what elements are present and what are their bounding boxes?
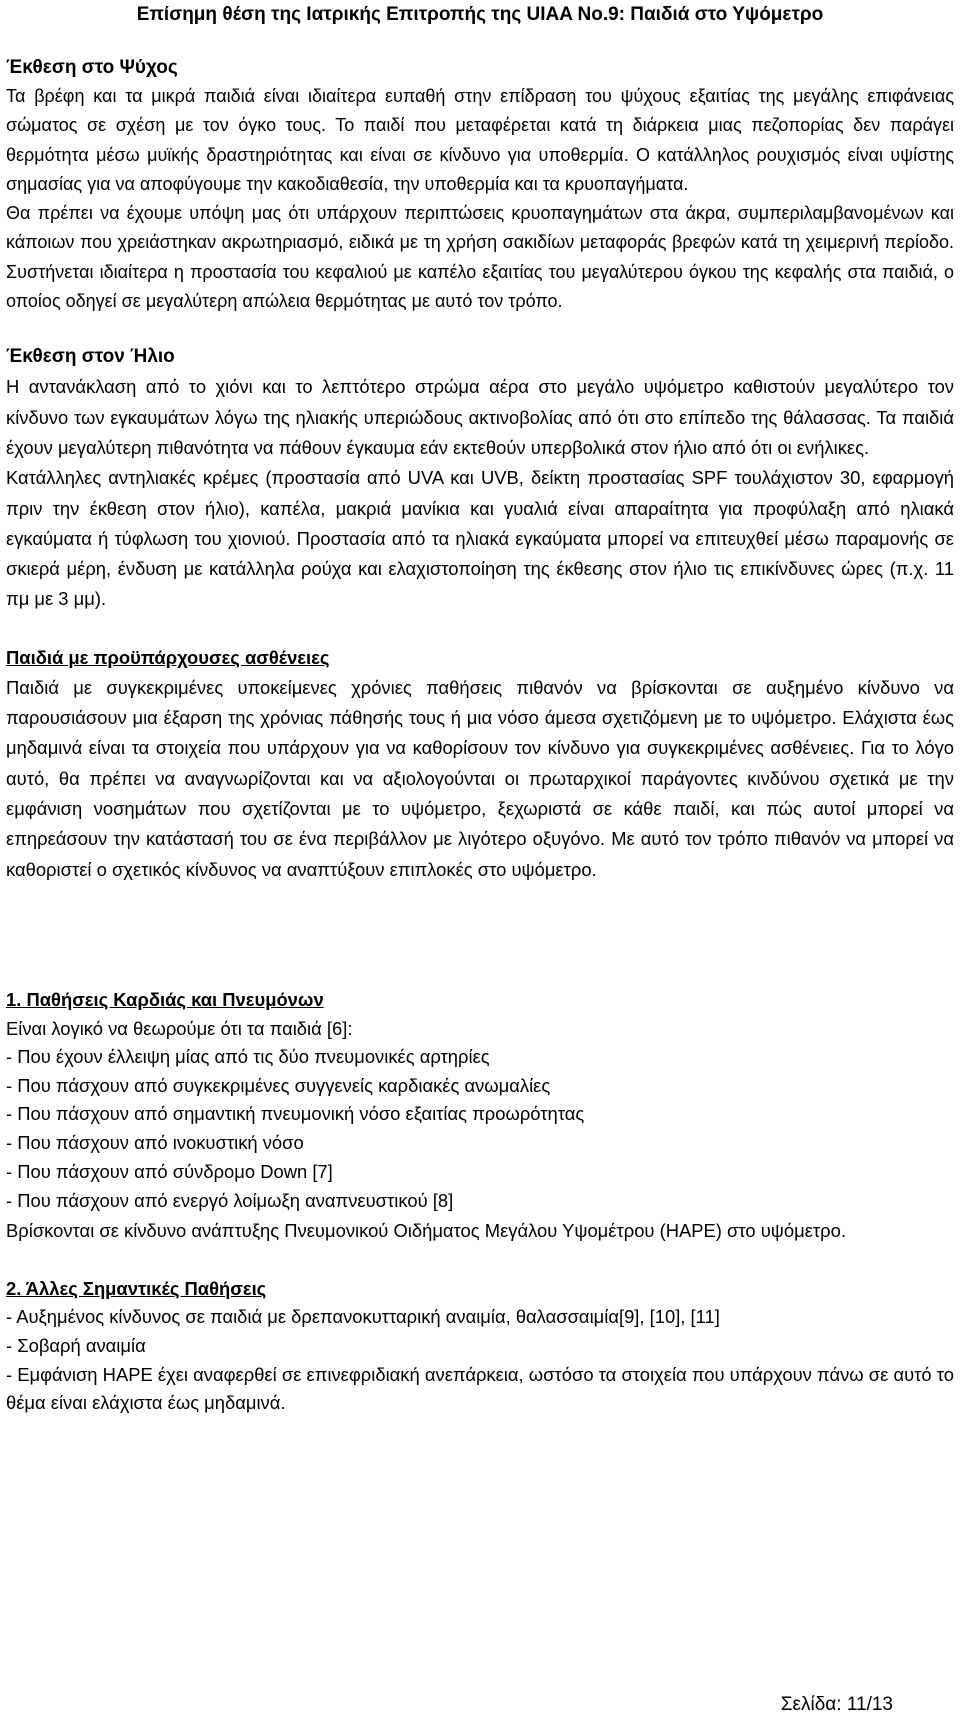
section-heading: 1. Παθήσεις Καρδιάς και Πνευμόνων: [6, 988, 324, 1010]
list-item: - Αυξημένος κίνδυνος σε παιδιά με δρεπανοκυτταρική αναιμία, θαλασσαιμία[9], [10], [11]: [6, 1305, 720, 1327]
document-body: [6, 54, 954, 1418]
section-other-conditions: [6, 1274, 954, 1418]
paragraph: Κατάλληλες αντηλιακές κρέμες (προστασία από UVA και UVB, δείκτη προστασίας SPF τουλάχιστον 30, εφαρμογή πριν την έκθεση στον ήλιο), καπέλα, μακριά μανίκια και γυαλιά είναι απαραίτητα για προφύλαξη από ηλιακά εγκαύματα ή τύφλωση του χιονιού. Προστασία από τα ηλιακά εγκαύματα μπορεί να επιτευχθεί μέσω παραμονής σε σκιερά μέρη, ένδυση με κατάλληλα ρούχα και ελαχιστοποίηση της έκθεσης στον ήλιο τις επικίνδυνες ώρες (π.χ. 11 πμ με 3 μμ).: [6, 467, 954, 610]
page-number: Σελίδα: 11/13: [780, 1694, 893, 1715]
list-intro: Είναι λογικό να θεωρούμε ότι τα παιδιά [6]:: [6, 1017, 353, 1039]
list-item: - Που πάσχουν από σημαντική πνευμονική νόσο εξαιτίας προωρότητας: [6, 1103, 585, 1125]
section-preexisting-diseases: [6, 643, 954, 885]
section-heading: Έκθεση στον Ήλιο: [6, 346, 175, 368]
page-title: Επίσημη θέση της Ιατρικής Επιτροπής της UIAA No.9: Παιδιά στο Υψόμετρο: [136, 4, 824, 25]
condition-list: [6, 1043, 954, 1216]
section-heart-lung-conditions: [6, 985, 954, 1246]
paragraph: Βρίσκονται σε κίνδυνο ανάπτυξης Πνευμονικού Οιδήματος Μεγάλου Υψομέτρου (HAPE) στο υψόμετρο.: [6, 1219, 846, 1241]
list-item: - Που πάσχουν από ενεργό λοίμωξη αναπνευστικού [8]: [6, 1189, 454, 1211]
section-sun-exposure: [6, 342, 954, 614]
paragraph: Τα βρέφη και τα μικρά παιδιά είναι ιδιαίτερα ευπαθή στην επίδραση του ψύχους εξαιτίας της μεγάλης επιφάνειας σώματος σε σχέση με τον όγκο τους. Το παιδί που μεταφέρεται κατά τη διάρκεια μιας πεζοπορίας δεν παράγει θερμότητα μέσω μυϊκής δραστηριότητας και είναι σε κίνδυνο για υποθερμία. Ο κατάλληλος ρουχισμός είναι υψίστης σημασίας για να αποφύγουμε την κακοδιαθεσία, την υποθερμία και τα κρυοπαγήματα.: [6, 86, 954, 194]
paragraph: Η αντανάκλαση από το χιόνι και το λεπτότερο στρώμα αέρα στο μεγάλο υψόμετρο καθιστούν μεγαλύτερο τον κίνδυνο των εγκαυμάτων λόγω της ηλιακής υπεριώδους ακτινοβολίας από ότι στο επίπεδο της θάλασσας. Τα παιδιά έχουν μεγαλύτερη πιθανότητα να πάθουν έγκαυμα εάν εκτεθούν υπερβολικά στον ήλιο από ότι οι ενήλικες.: [6, 376, 954, 458]
paragraph: Παιδιά με συγκεκριμένες υποκείμενες χρόνιες παθήσεις πιθανόν να βρίσκονται σε αυξημένο κίνδυνο να παρουσιάσουν μια έξαρση της χρόνιας πάθησής τους ή μια νόσο άμεσα σχετιζόμενη με το υψόμετρο. Ελάχιστα έως μηδαμινά είναι τα στοιχεία που υπάρχουν για να καθορίσουν τον κίνδυνο για συγκεκριμένες ασθένειες. Για το λόγο αυτό, θα πρέπει να αναγνωρίζονται και να αξιολογούνται οι πρωταρχικοί παράγοντες κινδύνου σχετικά με την εμφάνιση νοσημάτων που σχετίζονται με το υψόμετρο, ξεχωριστά σε κάθε παιδί, και πώς αυτοί μπορεί να επηρεάσουν την κατάστασή του σε ένα περιβάλλον με λιγότερο οξυγόνο. Με αυτό τον τρόπο πιθανόν να μπορεί να καθοριστεί ο σχετικός κίνδυνος να αναπτύξουν επιπλοκές στο υψόμετρο.: [6, 676, 954, 880]
list-item: - Που πάσχουν από σύνδρομο Down [7]: [6, 1161, 333, 1183]
section-heading: Έκθεση στο Ψύχος: [6, 57, 178, 78]
list-item: - Σοβαρή αναιμία: [6, 1334, 146, 1356]
list-item: - Που πάσχουν από ινοκυστική νόσο: [6, 1132, 304, 1154]
section-cold-exposure: [6, 54, 954, 316]
condition-list: [6, 1303, 954, 1418]
paragraph: Θα πρέπει να έχουμε υπόψη μας ότι υπάρχουν περιπτώσεις κρυοπαγημάτων στα άκρα, συμπεριλαμβανομένων και κάποιων που χρειάστηκαν ακρωτηριασμό, ειδικά με τη χρήση σακιδίων μεταφοράς βρεφών κατά τη χειμερινή περίοδο. Συστήνεται ιδιαίτερα η προστασία του κεφαλιού με καπέλο εξαιτίας του μεγαλύτερου όγκου της κεφαλής στα παιδιά, ο οποίος οδηγεί σε μεγαλύτερη απώλεια θερμότητας με αυτό τον τρόπο.: [6, 203, 954, 312]
list-item: - Που έχουν έλλειψη μίας από τις δύο πνευμονικές αρτηρίες: [6, 1045, 490, 1067]
section-heading: Παιδιά με προϋπάρχουσες ασθένειες: [6, 646, 330, 668]
section-heading: 2. Άλλες Σημαντικές Παθήσεις: [6, 1277, 267, 1299]
list-item: - Που πάσχουν από συγκεκριμένες συγγενείς καρδιακές ανωμαλίες: [6, 1074, 551, 1096]
list-item: - Εμφάνιση HAPE έχει αναφερθεί σε επινεφριδιακή ανεπάρκεια, ωστόσο τα στοιχεία που υπάρχουν πάνω σε αυτό το θέμα είναι ελάχιστα έως μηδαμινά.: [6, 1363, 954, 1414]
